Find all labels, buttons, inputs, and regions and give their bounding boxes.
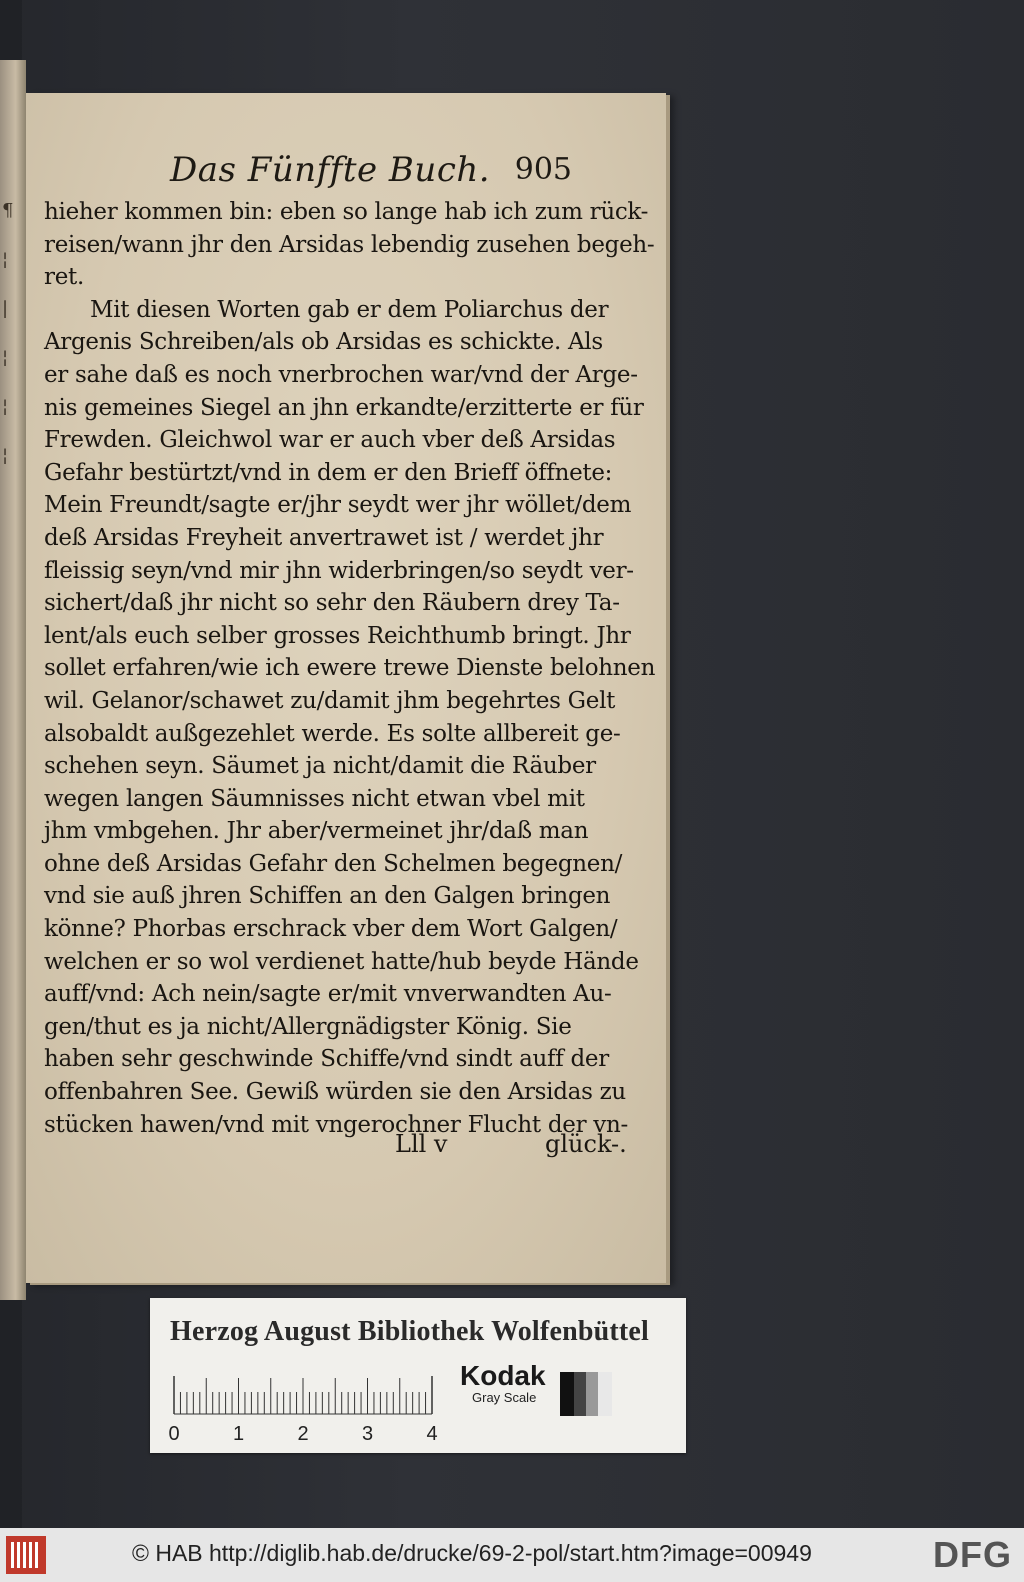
text-line: gen/thut es ja nicht/Allergnädigster König. Sie [44, 1013, 572, 1040]
text-line: wil. Gelanor/schawet zu/damit jhm begehrtes Gelt [44, 687, 616, 714]
text-line: schehen seyn. Säumet ja nicht/damit die Räuber [44, 753, 596, 780]
signature-mark: Lll v [395, 1130, 448, 1158]
text-line: ohne deß Arsidas Gefahr den Schelmen begegnen/ [44, 850, 623, 877]
text-line: hieher kommen bin: eben so lange hab ich zum rück- [44, 199, 649, 225]
footer-bar [0, 1528, 1024, 1582]
text-line: deß Arsidas Freyheit anvertrawet ist / werdet jhr [44, 524, 604, 551]
ruler-label: 2 [297, 1423, 309, 1445]
text-line: welchen er so wol verdienet hatte/hub beyde Hände [44, 948, 639, 975]
text-line: haben sehr geschwinde Schiffe/vnd sindt auff der [44, 1046, 609, 1073]
text-line: nis gemeines Siegel an jhn erkandte/erzitterte er für [44, 394, 644, 421]
gutter-mark: ¦ [2, 445, 9, 466]
ruler-label: 0 [168, 1423, 180, 1445]
ruler-label: 1 [232, 1423, 245, 1445]
text-line: vnd sie auß jhren Schiffen an den Galgen bringen [44, 883, 611, 910]
hab-logo-icon [6, 1536, 46, 1574]
text-line: Argenis Schreiben/als ob Arsidas es schickte. Als [44, 329, 603, 356]
text-line: offenbahren See. Gewiß würden sie den Arsidas zu [44, 1079, 626, 1106]
gutter-mark: ¦ [2, 396, 9, 417]
gutter-mark: ¶ [2, 200, 14, 221]
text-line: stücken hawen/vnd mit vngerochner Flucht der vn- [44, 1111, 628, 1138]
gray-scale-label: Gray Scale [472, 1390, 537, 1405]
text-line: auff/vnd: Ach nein/sagte er/mit vnverwandten Au- [44, 981, 612, 1008]
page-header [150, 150, 580, 200]
ruler-scale [170, 1368, 440, 1448]
gray-scale-patch [560, 1372, 612, 1416]
ruler-label: 3 [361, 1423, 374, 1445]
gutter-marks [2, 200, 22, 494]
kodak-logo: Kodak [460, 1360, 546, 1391]
text-line: wegen langen Säumnisses nicht etwan vbel mit [44, 785, 585, 812]
page-number: 905 [514, 152, 572, 187]
ruler-label: 4 [426, 1423, 438, 1445]
text-line: fleissig seyn/vnd mir jhn widerbringen/so seydt ver- [44, 557, 634, 584]
running-title: Das Fünffte Buch. [170, 150, 491, 190]
calibration-card [150, 1298, 686, 1453]
gutter-mark: ¦ [2, 347, 9, 368]
library-name: Herzog August Bibliothek Wolfenbüttel [170, 1316, 650, 1347]
text-line: lent/als euch selber grosses Reichthumb bringt. Jhr [44, 622, 631, 649]
text-line: alsobaldt außgezehlet werde. Es solte allbereit ge- [44, 720, 621, 747]
signature-line [395, 1130, 635, 1170]
text-line: reisen/wann jhr den Arsidas lebendig zusehen begeh- [44, 231, 655, 258]
text-line: jhm vmbgehen. Jhr aber/vermeinet jhr/daß man [44, 818, 589, 845]
text-line: Mit diesen Worten gab er dem Poliarchus der [90, 296, 609, 323]
text-line: Gefahr bestürtzt/vnd in dem er den Brieff öffnete: [44, 459, 613, 486]
source-link[interactable]: © HAB http://diglib.hab.de/drucke/69-2-pol/start.htm?image=00949 [132, 1540, 812, 1566]
text-line: sollet erfahren/wie ich ewere trewe Dienste belohnen [44, 655, 656, 682]
dfg-logo: DFG [933, 1534, 1012, 1575]
gutter-mark: | [2, 298, 9, 319]
text-line: könne? Phorbas erschrack vber dem Wort Galgen/ [44, 916, 618, 943]
gutter-mark: ¦ [2, 249, 9, 270]
text-line: sichert/daß jhr nicht so sehr den Räubern drey Ta- [44, 590, 620, 617]
body-text [44, 196, 656, 1141]
text-line: Mein Freundt/sagte er/jhr seydt wer jhr wöllet/dem [44, 492, 632, 519]
text-line: er sahe daß es noch vnerbrochen war/vnd der Arge- [44, 361, 638, 388]
text-line: Frewden. Gleichwol war er auch vber deß Arsidas [44, 427, 616, 454]
text-line: ret. [44, 264, 84, 291]
catchword: glück-. [545, 1130, 627, 1158]
